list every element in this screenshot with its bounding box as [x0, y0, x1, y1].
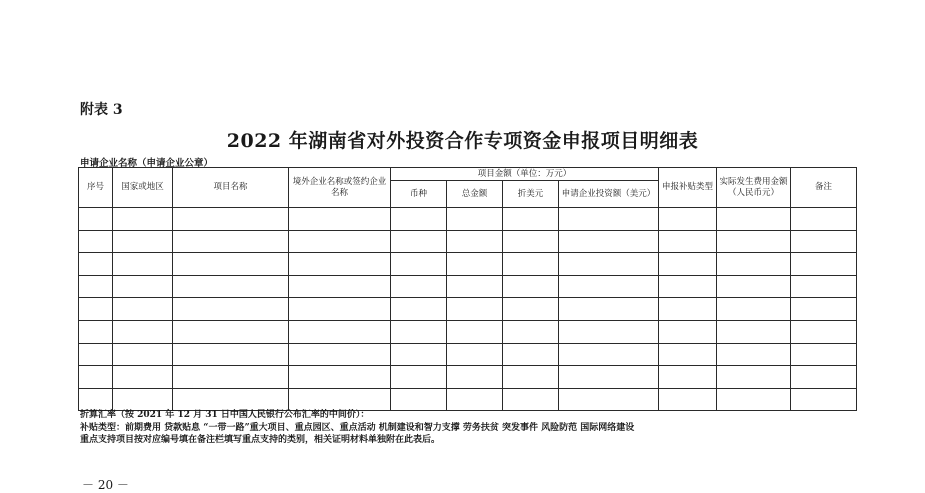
table-cell[interactable]	[791, 366, 857, 389]
table-cell[interactable]	[173, 343, 289, 366]
table-cell[interactable]	[391, 253, 447, 276]
table-cell[interactable]	[659, 208, 717, 231]
table-cell[interactable]	[79, 298, 113, 321]
table-cell[interactable]	[559, 320, 659, 343]
table-row	[79, 275, 857, 298]
table-cell[interactable]	[559, 275, 659, 298]
table-cell[interactable]	[791, 253, 857, 276]
table-cell[interactable]	[717, 388, 791, 411]
table-row	[79, 366, 857, 389]
table-cell[interactable]	[717, 320, 791, 343]
table-cell[interactable]	[391, 366, 447, 389]
table-cell[interactable]	[289, 320, 391, 343]
table-cell[interactable]	[717, 366, 791, 389]
table-cell[interactable]	[503, 320, 559, 343]
table-cell[interactable]	[659, 275, 717, 298]
table-cell[interactable]	[717, 230, 791, 253]
table-cell[interactable]	[173, 298, 289, 321]
table-cell[interactable]	[79, 230, 113, 253]
table-cell[interactable]	[113, 320, 173, 343]
table-cell[interactable]	[113, 388, 173, 411]
table-cell[interactable]	[79, 366, 113, 389]
table-cell[interactable]	[391, 388, 447, 411]
table-cell[interactable]	[559, 343, 659, 366]
table-cell[interactable]	[447, 230, 503, 253]
table-cell[interactable]	[391, 208, 447, 231]
table-cell[interactable]	[717, 208, 791, 231]
table-cell[interactable]	[559, 230, 659, 253]
table-cell[interactable]	[503, 275, 559, 298]
table-cell[interactable]	[391, 320, 447, 343]
project-details-table	[78, 167, 857, 411]
table-cell[interactable]	[173, 253, 289, 276]
table-cell[interactable]	[289, 366, 391, 389]
table-cell[interactable]	[113, 366, 173, 389]
table-cell[interactable]	[447, 320, 503, 343]
table-cell[interactable]	[447, 275, 503, 298]
table-cell[interactable]	[79, 253, 113, 276]
table-cell[interactable]	[113, 343, 173, 366]
table-cell[interactable]	[717, 275, 791, 298]
table-cell[interactable]	[173, 208, 289, 231]
header-applicant-investment: 申请企业投资额（美元）	[559, 181, 659, 208]
table-cell[interactable]	[717, 343, 791, 366]
header-remarks: 备注	[791, 168, 857, 208]
table-cell[interactable]	[289, 275, 391, 298]
header-amount-group: 项目金额（单位：万元）	[391, 168, 659, 181]
table-cell[interactable]	[289, 388, 391, 411]
table-cell[interactable]	[391, 298, 447, 321]
table-cell[interactable]	[559, 208, 659, 231]
header-subsidy-type: 申报补贴类型	[659, 168, 717, 208]
table-cell[interactable]	[659, 320, 717, 343]
table-cell[interactable]	[503, 298, 559, 321]
table-cell[interactable]	[659, 388, 717, 411]
header-project-name: 项目名称	[173, 168, 289, 208]
page-number: － 20 －	[82, 478, 129, 492]
table-cell[interactable]	[113, 208, 173, 231]
note-key-projects: 重点支持项目按对应编号填在备注栏填写重点支持的类别，相关证明材料单独附在此表后。	[80, 435, 441, 445]
table-cell[interactable]	[447, 343, 503, 366]
table-cell[interactable]	[447, 208, 503, 231]
table-row	[79, 253, 857, 276]
table-row	[79, 388, 857, 411]
table-cell[interactable]	[503, 388, 559, 411]
table-cell[interactable]	[113, 275, 173, 298]
note-subsidy-types: 补贴类型：前期费用 贷款贴息 “一带一路”重大项目、重点园区、重点活动 机制建设和智力支撑 劳务扶贫 突发事件 风险防范 国际网络建设	[80, 422, 635, 433]
table-cell[interactable]	[791, 230, 857, 253]
header-country: 国家或地区	[113, 168, 173, 208]
table-cell[interactable]	[173, 275, 289, 298]
note-exchange-rate: 折算汇率（按 2021 年 12 月 31 日中国人民银行公布汇率的中间价）：	[80, 410, 370, 420]
table-cell[interactable]	[79, 388, 113, 411]
header-overseas-company: 境外企业名称或签约企业名称	[289, 168, 391, 208]
table-cell[interactable]	[113, 230, 173, 253]
table-cell[interactable]	[289, 298, 391, 321]
header-row-top	[79, 168, 857, 181]
table-cell[interactable]	[173, 388, 289, 411]
table-cell[interactable]	[79, 343, 113, 366]
table-cell[interactable]	[79, 208, 113, 231]
table-cell[interactable]	[447, 388, 503, 411]
applicant-name-label: 申请企业名称（申请企业公章）	[80, 158, 214, 169]
table-cell[interactable]	[791, 388, 857, 411]
table-cell[interactable]	[503, 343, 559, 366]
table-cell[interactable]	[791, 343, 857, 366]
table-cell[interactable]	[391, 230, 447, 253]
document-title: 2022 年湖南省对外投资合作专项资金申报项目明细表	[226, 130, 699, 152]
table-cell[interactable]	[79, 320, 113, 343]
table-cell[interactable]	[791, 298, 857, 321]
table-cell[interactable]	[659, 253, 717, 276]
table-cell[interactable]	[447, 298, 503, 321]
table-cell[interactable]	[391, 275, 447, 298]
table-cell[interactable]	[659, 298, 717, 321]
table-cell[interactable]	[717, 298, 791, 321]
table-cell[interactable]	[447, 366, 503, 389]
table-cell[interactable]	[503, 253, 559, 276]
table-cell[interactable]	[717, 253, 791, 276]
table-cell[interactable]	[503, 230, 559, 253]
table-cell[interactable]	[173, 320, 289, 343]
table-cell[interactable]	[173, 366, 289, 389]
table-cell[interactable]	[791, 320, 857, 343]
table-cell[interactable]	[289, 230, 391, 253]
header-currency: 币种	[391, 181, 447, 208]
table-row	[79, 230, 857, 253]
table-cell[interactable]	[559, 298, 659, 321]
header-actual-cost: 实际发生费用金额（人民币元）	[717, 168, 791, 208]
table-cell[interactable]	[659, 230, 717, 253]
table-cell[interactable]	[503, 208, 559, 231]
table-cell[interactable]	[391, 343, 447, 366]
table-cell[interactable]	[289, 208, 391, 231]
attachment-label: 附表 3	[80, 102, 123, 118]
header-total-amount: 总金额	[447, 181, 503, 208]
table-cell[interactable]	[503, 366, 559, 389]
table-row	[79, 343, 857, 366]
table-cell[interactable]	[791, 275, 857, 298]
table-cell[interactable]	[791, 208, 857, 231]
notes-block	[80, 409, 634, 447]
table-cell[interactable]	[447, 253, 503, 276]
table-row	[79, 320, 857, 343]
table-cell[interactable]	[659, 343, 717, 366]
header-seq: 序号	[79, 168, 113, 208]
header-usd-equiv: 折美元	[503, 181, 559, 208]
table-cell[interactable]	[289, 253, 391, 276]
table-cell[interactable]	[659, 366, 717, 389]
table-row	[79, 298, 857, 321]
table-cell[interactable]	[559, 253, 659, 276]
table-cell[interactable]	[559, 366, 659, 389]
table-cell[interactable]	[113, 298, 173, 321]
table-cell[interactable]	[79, 275, 113, 298]
table-row	[79, 208, 857, 231]
table-cell[interactable]	[173, 230, 289, 253]
table-cell[interactable]	[559, 388, 659, 411]
table-cell[interactable]	[113, 253, 173, 276]
table-cell[interactable]	[289, 343, 391, 366]
